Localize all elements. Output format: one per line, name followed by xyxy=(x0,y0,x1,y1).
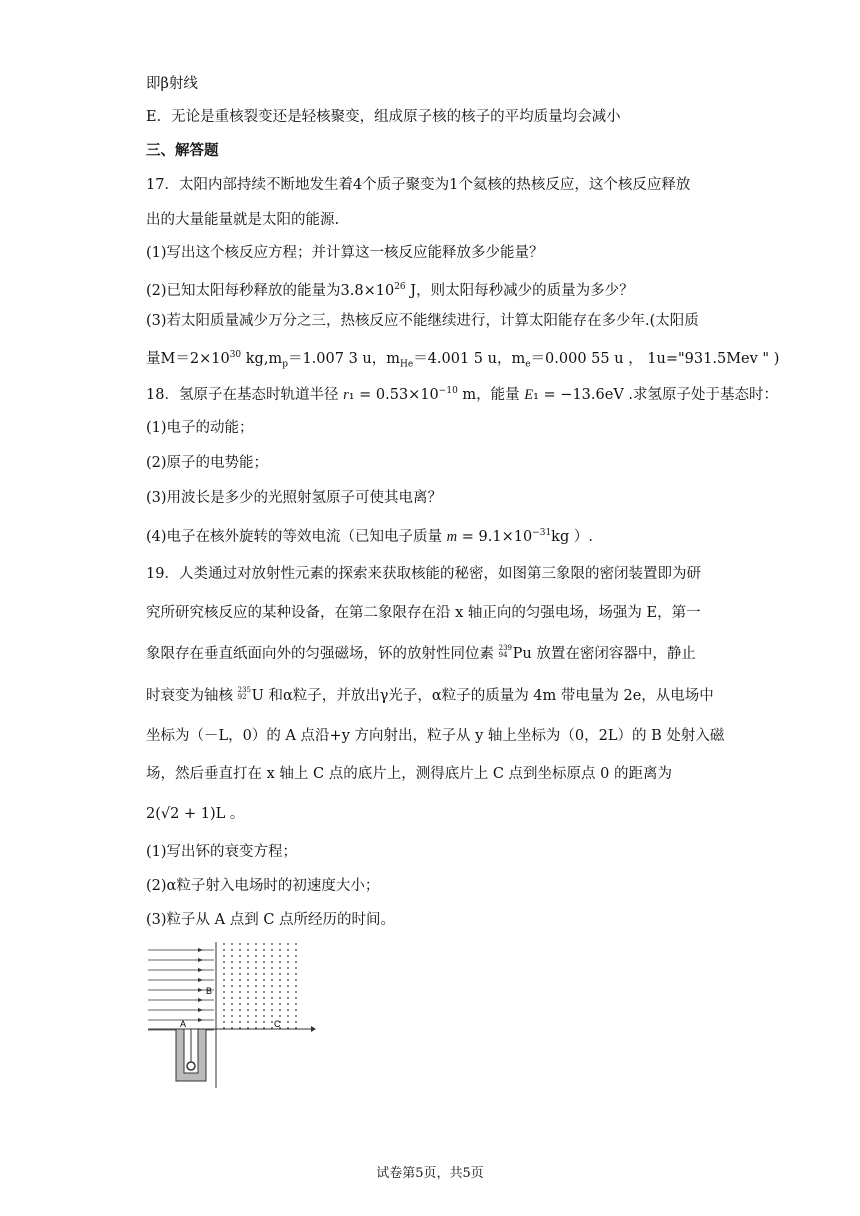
field-dot xyxy=(271,1009,273,1011)
question-17-part1: (1)写出这个核反应方程；并计算这一核反应能释放多少能量？ xyxy=(146,245,544,261)
field-dot xyxy=(271,1021,273,1023)
field-dot xyxy=(295,955,297,957)
field-dot xyxy=(255,985,257,987)
field-dot xyxy=(239,1021,241,1023)
field-dot xyxy=(295,991,297,993)
field-dot xyxy=(287,991,289,993)
x-axis-arrow xyxy=(311,1026,316,1032)
question-18-part2: (2)原子的电势能； xyxy=(146,455,269,471)
text-segment: 和α粒子，并放出γ光子，α粒子的质量为 4m 带电量为 2e，从电场中 xyxy=(263,688,714,704)
field-dot xyxy=(255,943,257,945)
field-dot xyxy=(287,1015,289,1017)
label-c: C xyxy=(274,1019,281,1029)
field-dot xyxy=(295,967,297,969)
field-arrow xyxy=(198,1008,203,1012)
text-segment: kg ）. xyxy=(551,528,593,545)
field-dot xyxy=(263,1009,265,1011)
field-dot xyxy=(231,955,233,957)
field-dot xyxy=(255,1015,257,1017)
text-segment: (4)电子在核外旋转的等效电流（已知电子质量 xyxy=(146,528,447,545)
isotope-notation: 239 94 xyxy=(498,644,512,659)
field-dot xyxy=(223,961,225,963)
field-dot xyxy=(279,961,281,963)
field-dot xyxy=(295,997,297,999)
field-dot xyxy=(231,1009,233,1011)
text-segment: 量M＝2×10 xyxy=(146,350,230,367)
field-dot xyxy=(247,955,249,957)
math-var: E xyxy=(524,386,534,403)
element-symbol: U xyxy=(251,688,264,704)
field-dot xyxy=(223,1021,225,1023)
field-dot xyxy=(279,973,281,975)
field-dot xyxy=(287,985,289,987)
question-17-line: 出的大量能量就是太阳的能源. xyxy=(146,212,340,228)
field-dot xyxy=(279,1015,281,1017)
field-dot xyxy=(263,1021,265,1023)
text-segment: 时衰变为铀核 xyxy=(146,688,238,704)
field-dot xyxy=(231,1021,233,1023)
field-dot xyxy=(279,967,281,969)
text-line: 即β射线 xyxy=(146,76,198,92)
field-dot xyxy=(239,955,241,957)
label-a: A xyxy=(180,1019,187,1029)
field-dot xyxy=(247,961,249,963)
field-dot xyxy=(255,979,257,981)
field-dot xyxy=(271,943,273,945)
field-dot xyxy=(263,1015,265,1017)
math-var: m xyxy=(446,528,458,545)
question-18-part3: (3)用波长是多少的光照射氢原子可使其电离？ xyxy=(146,490,443,506)
field-arrow xyxy=(198,948,203,952)
field-dot xyxy=(271,1015,273,1017)
text-segment: ＝1.007 3 u，m xyxy=(287,350,400,367)
text-segment: m，能量 xyxy=(457,386,525,403)
field-dot xyxy=(255,991,257,993)
field-dot xyxy=(231,967,233,969)
field-dot xyxy=(287,943,289,945)
field-dot xyxy=(271,973,273,975)
field-arrow xyxy=(198,988,203,992)
field-dot xyxy=(223,949,225,951)
field-dot xyxy=(255,961,257,963)
field-dot xyxy=(295,1021,297,1023)
emitter-source xyxy=(187,1062,195,1070)
text-segment: 象限存在垂直纸面向外的匀强磁场，钚的放射性同位素 xyxy=(146,646,499,662)
field-dot xyxy=(287,949,289,951)
field-dot xyxy=(231,1015,233,1017)
formula-line: 2(√2 + 1)L 。 xyxy=(146,806,245,822)
field-dot xyxy=(247,979,249,981)
field-dot xyxy=(231,943,233,945)
field-dot xyxy=(255,1003,257,1005)
field-dot xyxy=(263,985,265,987)
field-dot xyxy=(223,967,225,969)
field-dot xyxy=(247,997,249,999)
exponent: −31 xyxy=(532,528,552,538)
text-segment: ₁ = 0.53×10 xyxy=(348,386,439,403)
math-var: r xyxy=(343,386,349,403)
field-dot xyxy=(247,991,249,993)
text-segment: = 9.1×10 xyxy=(457,528,533,545)
field-dot xyxy=(295,949,297,951)
field-dot xyxy=(223,991,225,993)
field-dot xyxy=(231,979,233,981)
field-dot xyxy=(295,1009,297,1011)
text-segment: 18．氢原子在基态时轨道半径 xyxy=(146,386,344,403)
field-dot xyxy=(231,949,233,951)
field-dot xyxy=(295,985,297,987)
field-dot xyxy=(255,1021,257,1023)
field-dot xyxy=(239,943,241,945)
field-dot xyxy=(239,1003,241,1005)
field-dot xyxy=(223,955,225,957)
field-dot xyxy=(247,949,249,951)
question-18-part1: (1)电子的动能； xyxy=(146,420,254,436)
question-19-line: 19．人类通过对放射性元素的探索来获取核能的秘密，如图第三象限的密闭装置即为研 xyxy=(146,566,701,582)
question-17-data xyxy=(146,345,779,375)
field-dot xyxy=(271,949,273,951)
field-dot xyxy=(239,991,241,993)
subscript: e xyxy=(525,359,531,370)
question-17-part2 xyxy=(146,277,634,301)
field-dot xyxy=(239,979,241,981)
field-dot xyxy=(279,943,281,945)
field-dot xyxy=(247,985,249,987)
field-dot xyxy=(223,985,225,987)
field-dot xyxy=(247,967,249,969)
question-18-part4 xyxy=(146,523,593,547)
text-segment: kg,m xyxy=(241,350,283,367)
field-dot xyxy=(271,997,273,999)
subscript: He xyxy=(400,359,414,370)
field-dot xyxy=(279,1009,281,1011)
field-dot xyxy=(287,967,289,969)
field-dot xyxy=(279,949,281,951)
question-19-part3: (3)粒子从 A 点到 C 点所经历的时间。 xyxy=(146,912,396,928)
text-segment: (2)已知太阳每秒释放的能量为3.8×10 xyxy=(146,282,395,299)
field-dot xyxy=(247,1009,249,1011)
field-dot xyxy=(263,961,265,963)
field-dot xyxy=(287,1009,289,1011)
field-diagram xyxy=(146,940,316,1090)
question-19-line: 场，然后垂直打在 x 轴上 C 点的底片上，测得底片上 C 点到坐标原点 0 的距离为 xyxy=(146,766,672,782)
question-17-line: 17．太阳内部持续不断地发生着4个质子聚变为1个氦核的热核反应，这个核反应释放 xyxy=(146,177,691,193)
field-dot xyxy=(295,943,297,945)
field-dot xyxy=(223,979,225,981)
field-arrow xyxy=(198,978,203,982)
exponent: 26 xyxy=(394,282,406,292)
field-dot xyxy=(239,997,241,999)
field-dot xyxy=(287,961,289,963)
field-dot xyxy=(279,1003,281,1005)
field-dot xyxy=(279,991,281,993)
field-dot xyxy=(231,961,233,963)
field-dot xyxy=(223,973,225,975)
field-dot xyxy=(287,997,289,999)
field-dot xyxy=(239,973,241,975)
field-dot xyxy=(231,985,233,987)
field-dot xyxy=(255,949,257,951)
text-segment: 放置在密闭容器中，静止 xyxy=(531,646,696,662)
field-dot xyxy=(223,943,225,945)
field-dot xyxy=(223,1009,225,1011)
field-dot xyxy=(247,973,249,975)
question-19-line: 究所研究核反应的某种设备，在第二象限存在沿 x 轴正向的匀强电场，场强为 E，第一 xyxy=(146,605,701,621)
text-segment: ＝4.001 5 u，m xyxy=(413,350,526,367)
field-dot xyxy=(255,997,257,999)
field-arrow xyxy=(198,958,203,962)
field-dot xyxy=(271,955,273,957)
page-footer: 试卷第5页，共5页 xyxy=(376,1166,484,1181)
field-dot xyxy=(287,1003,289,1005)
field-dot xyxy=(287,955,289,957)
field-dot xyxy=(223,997,225,999)
field-dot xyxy=(279,979,281,981)
field-dot xyxy=(287,973,289,975)
text-segment: ＝0.000 55 u ， 1u="931.5Mev " ) xyxy=(530,350,780,367)
field-dot xyxy=(271,961,273,963)
question-18-line xyxy=(146,381,778,405)
isotope-notation: 235 92 xyxy=(237,686,251,701)
field-dot xyxy=(247,1003,249,1005)
field-dot xyxy=(263,1003,265,1005)
text-segment: J，则太阳每秒减少的质量为多少？ xyxy=(405,282,634,299)
label-b: B xyxy=(206,986,213,996)
field-dot xyxy=(295,1015,297,1017)
field-dot xyxy=(263,967,265,969)
field-dot xyxy=(255,967,257,969)
field-dot xyxy=(271,1003,273,1005)
field-dot xyxy=(239,949,241,951)
field-dot xyxy=(239,1015,241,1017)
field-dot xyxy=(271,967,273,969)
field-dot xyxy=(263,979,265,981)
field-dot xyxy=(223,1015,225,1017)
section-title: 三、解答题 xyxy=(146,142,219,159)
field-dot xyxy=(271,985,273,987)
field-dot xyxy=(231,991,233,993)
field-dot xyxy=(239,1009,241,1011)
field-dot xyxy=(287,1021,289,1023)
field-dot xyxy=(279,955,281,957)
question-19-part2: (2)α粒子射入电场时的初速度大小； xyxy=(146,878,380,894)
question-19-line xyxy=(146,686,714,706)
field-dot xyxy=(263,955,265,957)
question-19-part1: (1)写出钚的衰变方程； xyxy=(146,844,298,860)
field-dot xyxy=(287,979,289,981)
field-dot xyxy=(247,943,249,945)
text-segment: ₁ = −13.6eV .求氢原子处于基态时： xyxy=(533,386,779,403)
field-dot xyxy=(263,991,265,993)
field-dot xyxy=(247,1021,249,1023)
field-dot xyxy=(239,967,241,969)
question-19-line: 坐标为（－L，0）的 A 点沿+y 方向射出，粒子从 y 轴上坐标为（0，2L）的 B 处射入磁 xyxy=(146,728,725,744)
field-dot xyxy=(263,949,265,951)
field-dot xyxy=(295,979,297,981)
field-arrow xyxy=(198,968,203,972)
field-dot xyxy=(279,985,281,987)
field-dot xyxy=(231,997,233,999)
question-19-line xyxy=(146,644,696,664)
option-e: E．无论是重核裂变还是轻核聚变，组成原子核的核子的平均质量均会减小 xyxy=(146,109,621,125)
field-dot xyxy=(295,1003,297,1005)
field-dot xyxy=(271,979,273,981)
question-17-part3: (3)若太阳质量减少万分之三，热核反应不能继续进行，计算太阳能存在多少年.(太阳质 xyxy=(146,313,699,329)
field-dot xyxy=(295,973,297,975)
element-symbol: Pu xyxy=(512,646,532,662)
field-arrow xyxy=(198,1018,203,1022)
field-dot xyxy=(295,961,297,963)
field-dot xyxy=(255,973,257,975)
field-dot xyxy=(223,1003,225,1005)
field-dot xyxy=(263,973,265,975)
field-arrow xyxy=(198,998,203,1002)
field-dot xyxy=(231,973,233,975)
field-dot xyxy=(239,961,241,963)
field-dot xyxy=(247,1015,249,1017)
field-dot xyxy=(279,997,281,999)
field-dot xyxy=(255,955,257,957)
field-dot xyxy=(271,991,273,993)
exponent: 30 xyxy=(229,350,242,360)
field-dot xyxy=(263,997,265,999)
field-dot xyxy=(263,943,265,945)
magnetic-field-dots xyxy=(223,943,297,1029)
field-dot xyxy=(231,1003,233,1005)
field-dot xyxy=(239,985,241,987)
subscript: p xyxy=(282,359,288,370)
field-dot xyxy=(255,1009,257,1011)
exponent: −10 xyxy=(438,386,458,396)
